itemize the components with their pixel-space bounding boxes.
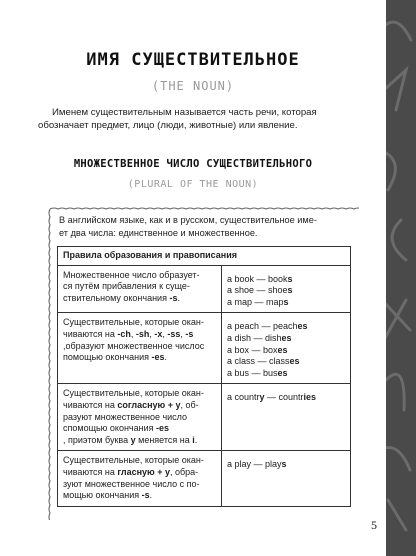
text: . xyxy=(177,292,180,303)
example-line xyxy=(227,345,345,357)
box-intro-line: ет два числа: единственное и множественное. xyxy=(59,227,258,238)
bold-text: -es xyxy=(151,352,165,363)
section-title: МНОЖЕСТВЕННОЕ ЧИСЛО СУЩЕСТВИТЕЛЬНОГО xyxy=(73,158,313,170)
rule-cell xyxy=(58,384,222,451)
table-body xyxy=(58,265,351,506)
text: с помощью окончания xyxy=(63,340,205,363)
text: a peach — peach xyxy=(226,321,298,332)
text: a dish — dish xyxy=(226,332,282,343)
text: a play — play xyxy=(226,459,282,470)
table-row xyxy=(58,384,351,451)
bold-text: -ch xyxy=(117,328,131,339)
rules-box xyxy=(47,206,359,520)
examples-cell xyxy=(221,384,350,451)
bold-text: i xyxy=(192,434,195,445)
text: a book — book xyxy=(226,273,288,284)
text: зуют множественное число с по- xyxy=(63,478,200,489)
bold-text: ies xyxy=(303,392,317,403)
example-line xyxy=(227,297,345,309)
box-intro-line: В английском языке, как и в русском, существительное име- xyxy=(59,215,317,225)
table-header: Правила образования и правописания xyxy=(58,247,351,266)
bold-text: y xyxy=(259,392,265,403)
example-line xyxy=(227,392,345,404)
example-line xyxy=(227,285,345,297)
text: Множественное число образует- xyxy=(63,269,200,280)
bold-text: es xyxy=(281,332,292,343)
bold-text: -ss xyxy=(167,328,181,339)
text: , xyxy=(149,328,155,339)
text: , при xyxy=(63,434,83,445)
example-line xyxy=(227,333,345,345)
bold-text: es xyxy=(277,367,288,378)
bold-text: -es xyxy=(156,423,170,434)
bold-text: s xyxy=(287,285,293,296)
text: . xyxy=(194,434,198,445)
page-number: 5 xyxy=(371,518,377,532)
examples-cell xyxy=(221,265,350,313)
text: a class — class xyxy=(226,356,290,367)
page-title: ИМЯ СУЩЕСТВИТЕЛЬНОЕ xyxy=(86,50,300,70)
rule-cell xyxy=(58,451,222,506)
text: a shoe — shoe xyxy=(226,285,288,296)
section-subtitle: (PLURAL OF THE NOUN) xyxy=(127,179,259,190)
rule-cell xyxy=(58,313,222,384)
bold-text: s xyxy=(281,459,287,470)
text: a map — map xyxy=(226,296,284,307)
example-line xyxy=(227,321,345,333)
bold-text: y xyxy=(130,434,136,445)
example-line xyxy=(227,368,345,380)
text: , xyxy=(63,340,66,351)
rule-cell xyxy=(58,265,222,313)
example-line xyxy=(227,274,345,286)
examples-cell xyxy=(221,313,350,384)
text: . xyxy=(164,352,168,363)
text: , xyxy=(130,328,136,339)
text: помощью окончания xyxy=(67,423,157,434)
example-line xyxy=(227,356,345,368)
text: a bus — bus xyxy=(226,367,278,378)
table-row xyxy=(58,451,351,506)
bold-text: -x xyxy=(154,328,163,339)
text: a box — box xyxy=(226,344,278,355)
text: разуют множественное число с xyxy=(63,411,188,434)
text: . xyxy=(149,490,153,501)
intro-paragraph xyxy=(38,106,358,132)
table-header-row xyxy=(58,247,351,266)
bold-text: -s xyxy=(169,292,178,303)
text: чиваются на xyxy=(63,399,118,410)
text: мощью окончания xyxy=(63,490,142,501)
text: чиваются на xyxy=(63,466,118,477)
text: этом буква xyxy=(82,434,131,445)
example-line xyxy=(227,459,345,471)
text: чиваются на xyxy=(63,328,118,339)
bold-text: гласную + y xyxy=(117,466,170,477)
text: , xyxy=(162,328,168,339)
bold-text: s xyxy=(283,296,289,307)
box-intro xyxy=(59,214,351,239)
text: , обра- xyxy=(169,466,199,477)
intro-text: Именем существительным называется часть речи, которая обозначает предмет, лицо (люди, животные) или явление. xyxy=(38,107,317,131)
bold-text: -s xyxy=(141,490,150,501)
text: a countr xyxy=(226,392,260,403)
bold-text: es xyxy=(277,344,288,355)
text: Существительные, которые окан- xyxy=(63,388,204,399)
page-subtitle: (THE NOUN) xyxy=(151,79,235,93)
text: образуют множественное число xyxy=(65,340,200,351)
bold-text: es xyxy=(297,321,308,332)
bold-text: согласную + y xyxy=(117,399,181,410)
text: Существительные, которые окан- xyxy=(63,317,204,328)
table-row xyxy=(58,265,351,313)
text: , xyxy=(180,328,186,339)
table-row xyxy=(58,313,351,384)
text: , об- xyxy=(180,399,199,410)
bold-text: -sh xyxy=(135,328,150,339)
text: меняется на xyxy=(135,434,193,445)
text: ствительному окончания xyxy=(63,292,170,303)
text: Существительные, которые окан- xyxy=(63,455,204,466)
bold-text: es xyxy=(289,356,300,367)
text: ся путём прибавления к суще- xyxy=(63,281,190,292)
bold-text: -s xyxy=(185,328,194,339)
examples-cell xyxy=(221,451,350,506)
text: — countr xyxy=(264,392,304,403)
rules-table xyxy=(57,246,351,507)
bold-text: s xyxy=(287,273,293,284)
